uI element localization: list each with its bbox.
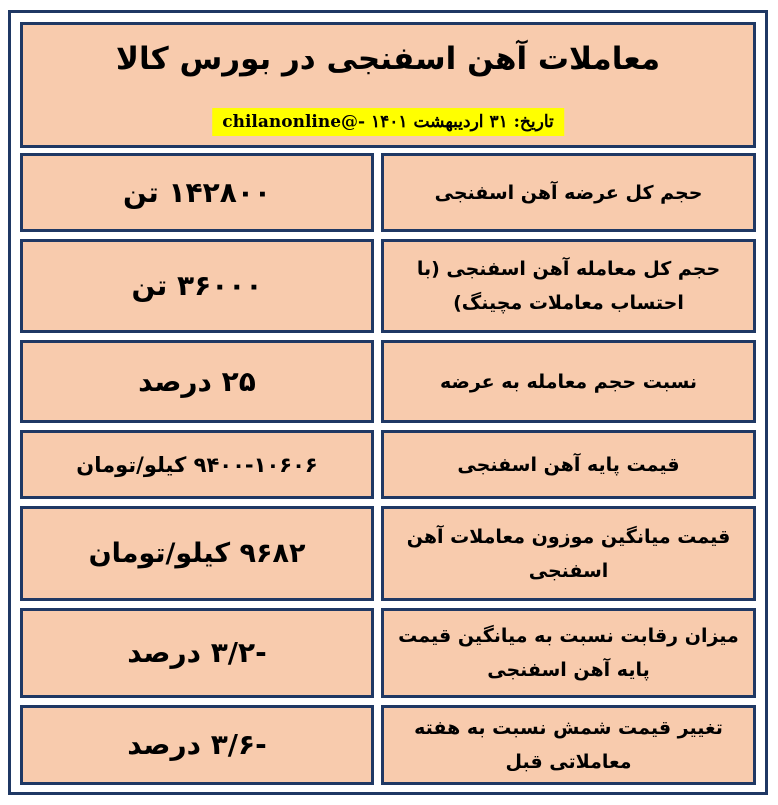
row-value-text: ۹۶۸۲ کیلو/تومان <box>88 537 306 569</box>
table-frame <box>8 10 768 795</box>
row-value-base-price <box>20 430 374 499</box>
row-value-competition <box>20 608 374 698</box>
row-label-text: حجم کل عرضه آهن اسفنجی <box>434 181 703 204</box>
row-value-text: -۳/۲ درصد <box>127 636 267 669</box>
row-value-trade-ratio <box>20 340 374 423</box>
row-label-text: حجم کل معامله آهن اسفنجی (با احتساب معاملات مچینگ) <box>416 258 721 314</box>
row-label-text: تغییر قیمت شمش نسبت به هفته معاملاتی قبل <box>414 717 723 773</box>
row-label-weighted-average-price <box>381 506 756 601</box>
row-value-trade-volume <box>20 239 374 333</box>
date-source-line: تاریخ: ۳۱ اردیبهشت ۱۴۰۱ -@chilanonline <box>212 108 564 136</box>
row-value-weighted-average-price <box>20 506 374 601</box>
row-value-text: -۳/۶ درصد <box>127 728 267 761</box>
row-value-text: ۲۵ درصد <box>138 364 256 398</box>
row-label-text: قیمت پایه آهن اسفنجی <box>457 453 680 476</box>
row-value-billet-price-change <box>20 705 374 785</box>
row-label-trade-volume <box>381 239 756 333</box>
row-value-text: ۳۶۰۰۰ تن <box>131 269 263 302</box>
row-label-text: نسبت حجم معامله به عرضه <box>439 370 698 393</box>
row-label-trade-ratio <box>381 340 756 423</box>
table-title: معاملات آهن اسفنجی در بورس کالا <box>115 41 661 77</box>
row-value-supply <box>20 153 374 232</box>
row-label-text: میزان رقابت نسبت به میانگین قیمت پایه آهن اسفنجی <box>398 625 739 681</box>
row-value-text: ۱۴۲۸۰۰ تن <box>123 175 272 209</box>
row-label-base-price <box>381 430 756 499</box>
table-header <box>20 22 756 148</box>
row-label-competition <box>381 608 756 698</box>
row-label-billet-price-change <box>381 705 756 785</box>
row-label-supply <box>381 153 756 232</box>
row-label-text: قیمت میانگین موزون معاملات آهن اسفنجی <box>406 525 731 582</box>
row-value-text: ۹۴۰۰-۱۰۶۰۶ کیلو/تومان <box>76 452 318 477</box>
